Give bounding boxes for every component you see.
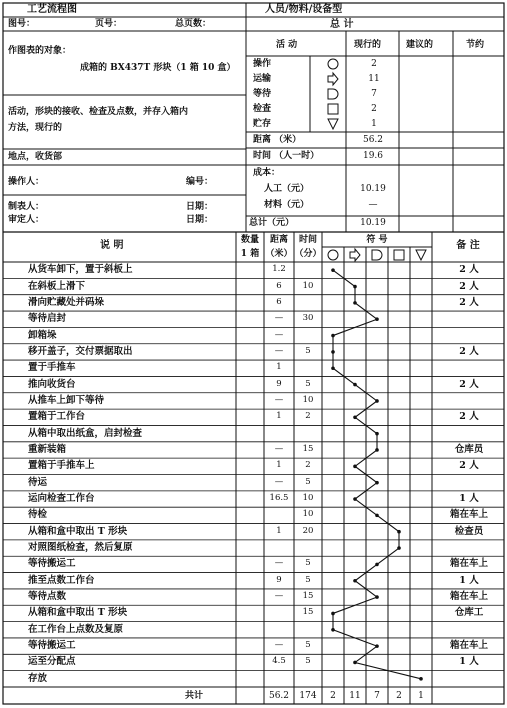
detail-col-quantity-unit: 1 箱 (240, 249, 260, 259)
row-description: 待运 (28, 476, 48, 488)
flow-point (353, 285, 357, 289)
transport-symbol-icon (328, 73, 338, 85)
row-description: 置箱于手推车上 (28, 460, 95, 472)
location-text: 地点，收货部 (8, 152, 63, 162)
row-distance: 1 (276, 460, 282, 471)
row-description: 移开盖子，交付票据取出 (28, 345, 133, 357)
cost-label: 成本： (253, 168, 281, 178)
row-description: 推向收货台 (28, 378, 76, 390)
row-description: 等待搬运工 (28, 640, 76, 652)
chart-title: 工艺流程图 (27, 4, 77, 15)
activity-text: 活动，形块的接收、检查及点数，并存入箱内 (8, 107, 189, 117)
row-time: 10 (302, 280, 314, 291)
row-remark: 箱在车上 (449, 509, 488, 521)
row-description: 从箱中取出纸盒，启封检查 (28, 427, 143, 439)
row-description: 在斜板上滑下 (28, 280, 86, 292)
row-distance: — (274, 394, 284, 405)
detail-col-symbols: 符 号 (366, 235, 388, 245)
totals-store: 1 (418, 691, 424, 701)
row-description: 运至分配点 (28, 656, 76, 668)
row-time: 5 (305, 574, 311, 585)
summary-row-transport-current: 11 (368, 74, 380, 84)
summary-row-wait-current: 7 (371, 89, 377, 99)
wait-symbol-icon (328, 89, 338, 99)
row-time: 2 (305, 460, 311, 471)
approved-by-label: 审定人： (8, 215, 45, 225)
method-text: 方法，现行的 (8, 123, 63, 133)
flow-point (375, 432, 379, 436)
detail-col-time: 时间 (298, 235, 317, 245)
time-label: 时间 （人一时） (253, 151, 320, 161)
row-description: 重新装箱 (28, 443, 67, 455)
summary-row-operation-label: 操作 (253, 59, 272, 69)
summary-row-inspect-current: 2 (371, 104, 377, 114)
row-description: 待检 (28, 509, 48, 521)
summary-row-inspect-label: 检查 (253, 104, 272, 114)
summary-col-current: 现行的 (354, 40, 382, 50)
row-description: 对照图纸检查，然后复原 (28, 542, 133, 554)
summary-row-wait-label: 等待 (253, 89, 272, 99)
row-time: 10 (302, 493, 314, 504)
row-time: 30 (302, 313, 314, 324)
row-remark: 2 人 (459, 264, 479, 276)
material-cost-label: 材料（元） (264, 200, 310, 210)
row-distance: — (274, 443, 284, 454)
date-label-2: 日期： (186, 215, 214, 225)
row-description: 从箱和盒中取出 T 形块 (28, 607, 128, 619)
row-distance: — (274, 591, 284, 602)
summary-heading: 总 计 (330, 19, 354, 30)
row-description: 在工作台上点数及复原 (28, 623, 124, 635)
flow-point (375, 644, 379, 648)
transport-symbol-icon (350, 249, 360, 261)
row-remark: 仓库员 (454, 443, 484, 455)
row-distance: 1 (276, 411, 282, 422)
row-distance: 6 (276, 296, 282, 307)
row-remark: 1 人 (459, 493, 479, 505)
row-description: 从箱和盒中取出 T 形块 (28, 525, 128, 537)
flow-point (331, 628, 335, 632)
row-description: 等待搬运工 (28, 558, 76, 570)
inspect-symbol-icon (394, 250, 404, 260)
row-distance: 1.2 (272, 264, 286, 275)
flow-point (397, 546, 401, 550)
detail-col-quantity: 数量 (240, 235, 259, 245)
chart-type: 人员/物料/设备型 (265, 4, 343, 15)
row-description: 从货车卸下，置于斜板上 (28, 264, 133, 276)
detail-col-remarks: 备 注 (456, 240, 480, 251)
date-label-1: 日期： (186, 202, 214, 212)
row-remark: 2 人 (459, 280, 479, 292)
row-remark: 2 人 (459, 345, 479, 357)
totals-label: 共计 (185, 691, 204, 701)
row-distance: 16.5 (269, 493, 289, 504)
row-remark: 2 人 (459, 460, 479, 472)
row-distance: 9 (276, 574, 282, 585)
storage-symbol-icon (416, 250, 426, 260)
totals-distance: 56.2 (268, 691, 290, 701)
flow-point (353, 465, 357, 469)
row-distance: — (274, 313, 284, 324)
detail-col-distance-unit: （米） (265, 249, 293, 259)
flow-point (419, 677, 423, 681)
row-time: 5 (305, 558, 311, 569)
detail-col-description: 说 明 (100, 240, 124, 251)
operator-label: 操作人： (8, 177, 45, 187)
flow-point (375, 448, 379, 452)
total-cost-label: 总计（元） (249, 218, 295, 228)
row-remark: 箱在车上 (449, 591, 488, 603)
summary-col-proposed: 建议的 (406, 40, 434, 50)
row-remark: 2 人 (459, 378, 479, 390)
totals-wait: 7 (374, 691, 380, 701)
flow-point (353, 579, 357, 583)
row-description: 从推车上卸下等待 (28, 394, 105, 406)
row-remark: 仓库工 (454, 607, 484, 619)
row-time: 5 (305, 640, 311, 651)
flow-point (331, 612, 335, 616)
material-cost-value: — (368, 200, 378, 210)
detail-col-distance: 距离 (269, 235, 288, 245)
inspect-symbol-icon (328, 104, 338, 114)
detail-col-time-unit: （分） (294, 249, 322, 259)
row-remark: 检查员 (454, 525, 484, 537)
object-label: 作图表的对象： (8, 46, 72, 56)
row-time: 20 (302, 525, 314, 536)
flow-point (331, 334, 335, 338)
row-time: 15 (302, 607, 314, 618)
total-cost-value: 10.19 (360, 218, 386, 228)
prepared-by-label: 制表人： (8, 202, 45, 212)
distance-label: 距离 （米） (253, 135, 302, 145)
operation-symbol-icon (328, 59, 338, 69)
flow-point (353, 383, 357, 387)
totals-inspect: 2 (396, 691, 402, 701)
totals-transport: 11 (349, 691, 361, 701)
labor-cost-value: 10.19 (360, 184, 386, 194)
row-distance: — (274, 345, 284, 356)
row-remark: 箱在车上 (449, 558, 488, 570)
row-distance: 1 (276, 362, 282, 373)
row-description: 推至点数工作台 (28, 574, 95, 586)
wait-symbol-icon (372, 250, 382, 260)
flow-point (331, 350, 335, 354)
operation-symbol-icon (328, 250, 338, 260)
row-description: 滑向贮藏处并码垛 (28, 296, 105, 308)
summary-col-saving: 节约 (466, 40, 485, 50)
row-distance: 1 (276, 525, 282, 536)
row-distance: — (274, 558, 284, 569)
summary-row-store-label: 贮存 (253, 119, 272, 129)
flow-point (331, 268, 335, 272)
row-description: 置箱于工作台 (28, 411, 86, 423)
row-description: 存放 (28, 672, 48, 684)
row-time: 5 (305, 656, 311, 667)
row-distance: — (274, 329, 284, 340)
distance-value: 56.2 (362, 135, 384, 145)
summary-row-transport-label: 运输 (253, 74, 272, 84)
flow-point (375, 595, 379, 599)
row-time: 10 (302, 509, 314, 520)
row-time: 10 (302, 394, 314, 405)
summary-row-store-current: 1 (371, 119, 377, 129)
flow-point (331, 366, 335, 370)
row-remark: 1 人 (459, 574, 479, 586)
summary-col-activity: 活 动 (276, 40, 298, 50)
row-distance: 6 (276, 280, 282, 291)
row-remark: 1 人 (459, 656, 479, 668)
row-time: 15 (302, 443, 314, 454)
row-description: 置于手推车 (28, 362, 76, 374)
row-remark: 2 人 (459, 411, 479, 423)
flow-point (375, 317, 379, 321)
flow-point (353, 415, 357, 419)
row-remark: 箱在车上 (449, 640, 488, 652)
flow-point (375, 514, 379, 518)
employee-number-label: 编号： (186, 177, 214, 187)
summary-row-operation-current: 2 (371, 59, 377, 69)
flow-point (353, 661, 357, 665)
flow-point (375, 399, 379, 403)
storage-symbol-icon (328, 119, 338, 129)
total-pages-label: 总页数： (175, 19, 212, 29)
row-time: 15 (302, 591, 314, 602)
row-description: 卸箱垛 (28, 329, 57, 341)
labor-cost-label: 人工（元） (264, 184, 310, 194)
totals-time: 174 (299, 691, 317, 701)
flow-point (397, 530, 401, 534)
row-remark: 2 人 (459, 296, 479, 308)
chart-number-label: 图号： (8, 19, 36, 29)
row-time: 2 (305, 411, 311, 422)
row-time: 5 (305, 378, 311, 389)
page-number-label: 页号： (95, 19, 123, 29)
object-value: 成箱的 BX437T 形块（1 箱 10 盒） (80, 63, 236, 73)
totals-operation: 2 (330, 691, 336, 701)
row-distance: 9 (276, 378, 282, 389)
row-time: 5 (305, 345, 311, 356)
flow-point (375, 563, 379, 567)
row-distance: — (274, 476, 284, 487)
row-description: 等待启封 (28, 313, 67, 325)
time-value: 19.6 (362, 151, 384, 161)
row-distance: — (274, 640, 284, 651)
flow-point (353, 301, 357, 305)
row-time: 5 (305, 476, 311, 487)
flow-point (353, 497, 357, 501)
row-description: 等待点数 (28, 591, 67, 603)
flow-point (375, 481, 379, 485)
row-description: 运向检查工作台 (28, 493, 95, 505)
row-distance: 4.5 (272, 656, 286, 667)
